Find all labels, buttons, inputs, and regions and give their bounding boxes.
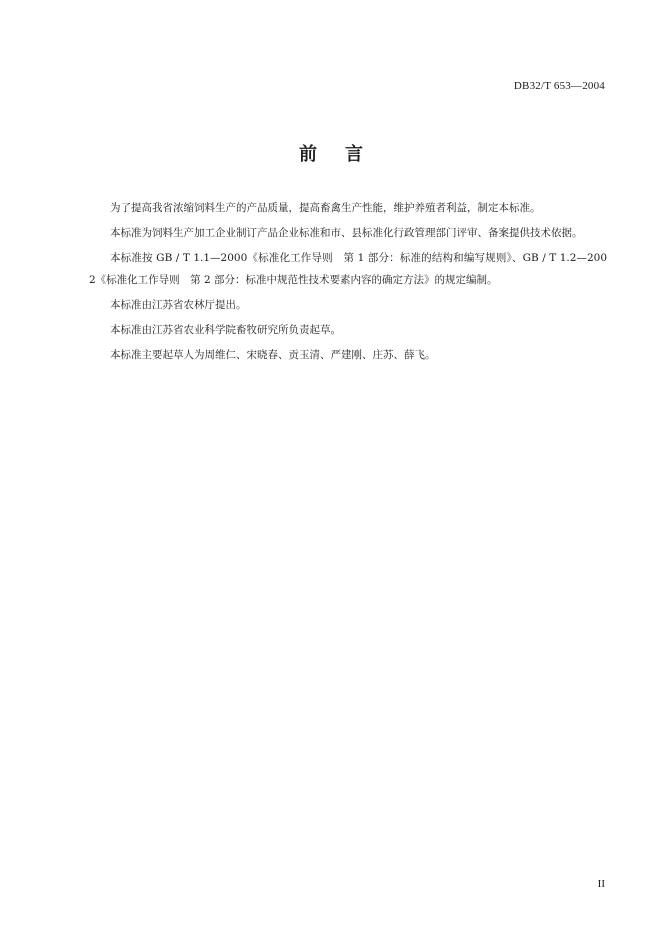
paragraph-purpose: 为了提高我省浓缩饲料生产的产品质量，提高畜禽生产性能，维护养殖者利益，制定本标准。 [110,202,541,214]
paragraph-scope: 本标准为饲料生产加工企业制订产品企业标准和市、县标准化行政管理部门评审、备案提供技术依据。 [110,227,583,239]
standard-code: DB32/T 653—2004 [513,80,605,92]
foreword-body [89,197,607,369]
paragraph-proposer: 本标准由江苏省农林厅提出。 [110,299,247,311]
page-number: II [597,878,605,890]
paragraph-drafting-rules: 本标准按 GB / T 1.1—2000《标准化工作导则 第 1 部分：标准的结构和编写规则》、GB / T 1.2—2002《标准化工作导则 第 2 部分：标准中规范性技术要素内容的确定方法》的规定编制。 [89,252,607,286]
paragraph-drafters: 本标准主要起草人为周维仁、宋晓春、贡玉清、严建刚、庄苏、薛飞。 [110,349,436,361]
paragraph-drafting-unit: 本标准由江苏省农业科学院畜牧研究所负责起草。 [110,324,341,336]
page-title: 前言 [299,144,391,165]
